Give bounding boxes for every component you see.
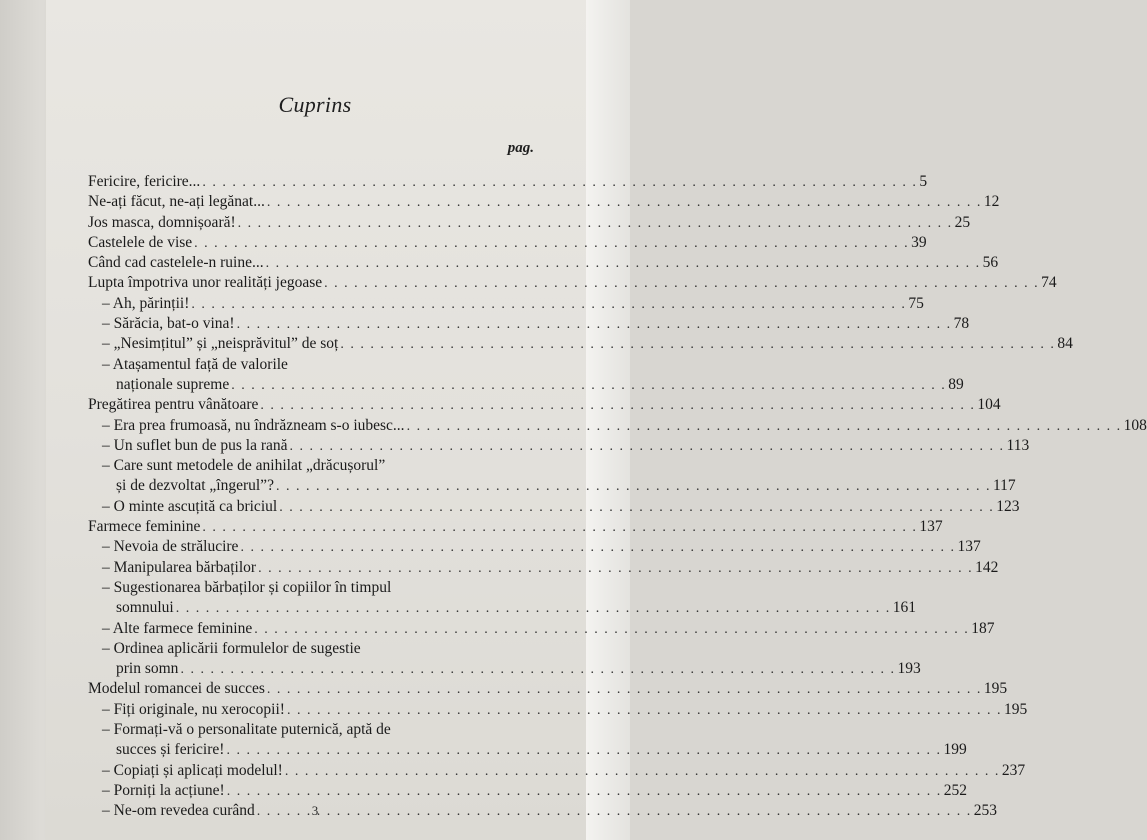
toc-entry [88, 436, 1030, 456]
dot-leader [202, 518, 917, 538]
toc-entry [88, 700, 1028, 720]
toc-entry [88, 233, 927, 253]
toc-entry [88, 253, 999, 273]
page-title: Cuprins [278, 92, 352, 117]
toc-entry-continuation [88, 476, 1016, 496]
toc-page-number: 193 [897, 660, 921, 678]
toc-entry [88, 334, 1073, 354]
dot-leader [237, 315, 952, 335]
toc-entry-title: Fericire, fericire... [88, 173, 201, 190]
toc-entry-title: – Alte farmece feminine [102, 619, 253, 637]
toc-entry-title: Lupta împotriva unor realități jegoase [88, 274, 323, 292]
toc-entry-title: – Ne-om revedea curând [102, 802, 255, 820]
toc-entry [88, 192, 1000, 212]
toc-page-number: 137 [919, 518, 943, 536]
toc-entry-title: – Care sunt metodele de anihilat „drăcușorul” [102, 457, 386, 475]
toc-entry-title: – „Nesimțitul” și „neisprăvitul” de soț [102, 335, 339, 353]
toc-entry-title: – Copiați și aplicați modelul! [102, 761, 283, 779]
toc-entry [88, 456, 526, 476]
dot-leader [254, 620, 969, 640]
toc-entry-title: Farmece feminine [88, 518, 201, 536]
table-of-contents [88, 172, 1147, 822]
toc-entry-continuation [88, 740, 967, 760]
toc-entry-title: – Fiți originale, nu xerocopii! [102, 700, 285, 718]
toc-page-number: 252 [943, 781, 967, 799]
toc-entry-title: – Sărăcia, bat-o vina! [102, 315, 235, 333]
toc-entry [88, 172, 928, 192]
dot-leader [287, 701, 1002, 721]
dot-leader [290, 437, 1005, 457]
toc-page-number: 137 [957, 538, 981, 556]
toc-entry-title-continued: succes și fericire! [116, 741, 225, 759]
toc-page-number: 39 [911, 233, 927, 251]
dot-leader [180, 660, 895, 680]
toc-entry-title: – Nevoia de strălucire [102, 538, 239, 556]
toc-entry [88, 781, 967, 801]
toc-entry [88, 720, 526, 740]
dot-leader [227, 782, 942, 802]
dot-leader [340, 335, 1055, 355]
dot-leader [226, 741, 941, 761]
toc-entry [88, 273, 1057, 293]
dot-leader [407, 417, 1122, 437]
toc-entry [88, 517, 943, 537]
toc-entry-title: Modelul romancei de succes [88, 680, 265, 698]
toc-entry-title: – O minte ascuțită ca briciul [102, 497, 278, 515]
dot-leader [258, 559, 973, 579]
toc-entry-title: Jos masca, domnișoară! [88, 213, 236, 231]
toc-page-number: 187 [971, 619, 995, 637]
dot-leader [285, 762, 1000, 782]
dot-leader [194, 234, 909, 254]
toc-entry-title-continued: prin somn [116, 660, 179, 678]
toc-entry [88, 639, 526, 659]
toc-entry [88, 416, 1147, 436]
toc-page-number: 12 [983, 193, 1000, 211]
dot-leader [176, 599, 891, 619]
toc-entry-title: – Sugestionarea bărbaților și copiilor în timpul [102, 578, 392, 596]
dot-leader [191, 295, 906, 315]
toc-page-number: 117 [992, 477, 1016, 495]
toc-entry-title: Ne-ați făcut, ne-ați legănat... [88, 193, 265, 211]
toc-entry [88, 395, 1001, 415]
toc-page-number: 89 [948, 375, 964, 393]
toc-entry-continuation [88, 659, 921, 679]
toc-page-number: 56 [982, 254, 999, 272]
toc-entry [88, 761, 1026, 781]
toc-entry-title: – Porniți la acțiune! [102, 781, 225, 799]
toc-entry [88, 558, 999, 578]
toc-entry-title-continued: somnului [116, 599, 174, 617]
toc-entry-title: – Ah, părinții! [102, 294, 190, 312]
toc-page-number: 104 [977, 396, 1001, 414]
toc-entry-continuation [88, 375, 964, 395]
dot-leader [266, 254, 981, 274]
toc-entry-title: – Formați-vă o personalitate puternică, aptă de [102, 721, 391, 739]
dot-leader [240, 538, 955, 558]
toc-entry-title: – Atașamentul față de valorile [102, 355, 288, 373]
toc-page-number: 253 [973, 802, 998, 820]
dot-leader [279, 498, 994, 518]
toc-entry [88, 679, 1008, 699]
toc-entry-title: – Era prea frumoasă, nu îndrăzneam s-o iubesc... [102, 416, 405, 434]
dot-leader [231, 376, 946, 396]
toc-page-number: 84 [1057, 335, 1073, 353]
toc-entry [88, 497, 1020, 517]
toc-page-number: 25 [954, 213, 971, 231]
toc-entry-title-continued: naționale supreme [116, 375, 230, 393]
toc-page-number: 5 [919, 173, 928, 190]
toc-entry-title-continued: și de dezvoltat „îngerul”? [116, 477, 274, 495]
toc-page-number: 195 [983, 680, 1008, 698]
dot-leader [324, 274, 1039, 294]
toc-entry [88, 355, 526, 375]
toc-page-number: 237 [1001, 761, 1026, 779]
toc-page-number: 199 [943, 741, 967, 759]
toc-entry [88, 537, 981, 557]
toc-page-number: 123 [996, 497, 1020, 515]
toc-page-number: 75 [908, 294, 924, 312]
dot-leader [202, 173, 917, 193]
toc-entry-title: – Un suflet bun de pus la rană [102, 436, 288, 454]
toc-page-number: 78 [953, 315, 970, 333]
dot-leader [276, 477, 991, 497]
dot-leader [238, 214, 953, 234]
toc-page-number: 108 [1123, 416, 1147, 434]
toc-page-number: 74 [1041, 274, 1057, 292]
toc-page-number: 113 [1006, 436, 1030, 454]
toc-page-number: 142 [975, 558, 999, 576]
dot-leader [267, 193, 982, 213]
folio-number: 3 [311, 803, 319, 818]
toc-entry-title: Pregătirea pentru vânătoare [88, 396, 259, 414]
toc-entry-title: Castelele de vise [88, 233, 193, 251]
toc-entry [88, 619, 995, 639]
toc-entry [88, 314, 970, 334]
toc-entry-title: Când cad castelele-n ruine... [88, 254, 264, 272]
toc-page-number: 161 [892, 599, 916, 617]
toc-entry [88, 294, 924, 314]
toc-entry-continuation [88, 598, 916, 618]
dot-leader [260, 396, 975, 416]
toc-entry-title: – Ordinea aplicării formulelor de sugestie [102, 639, 361, 657]
toc-entry-title: – Manipularea bărbaților [102, 558, 257, 576]
toc-page-number: 195 [1003, 700, 1028, 718]
toc-entry [88, 578, 526, 598]
dot-leader [267, 680, 982, 700]
page-column-label: pag. [507, 140, 534, 156]
toc-entry [88, 213, 971, 233]
